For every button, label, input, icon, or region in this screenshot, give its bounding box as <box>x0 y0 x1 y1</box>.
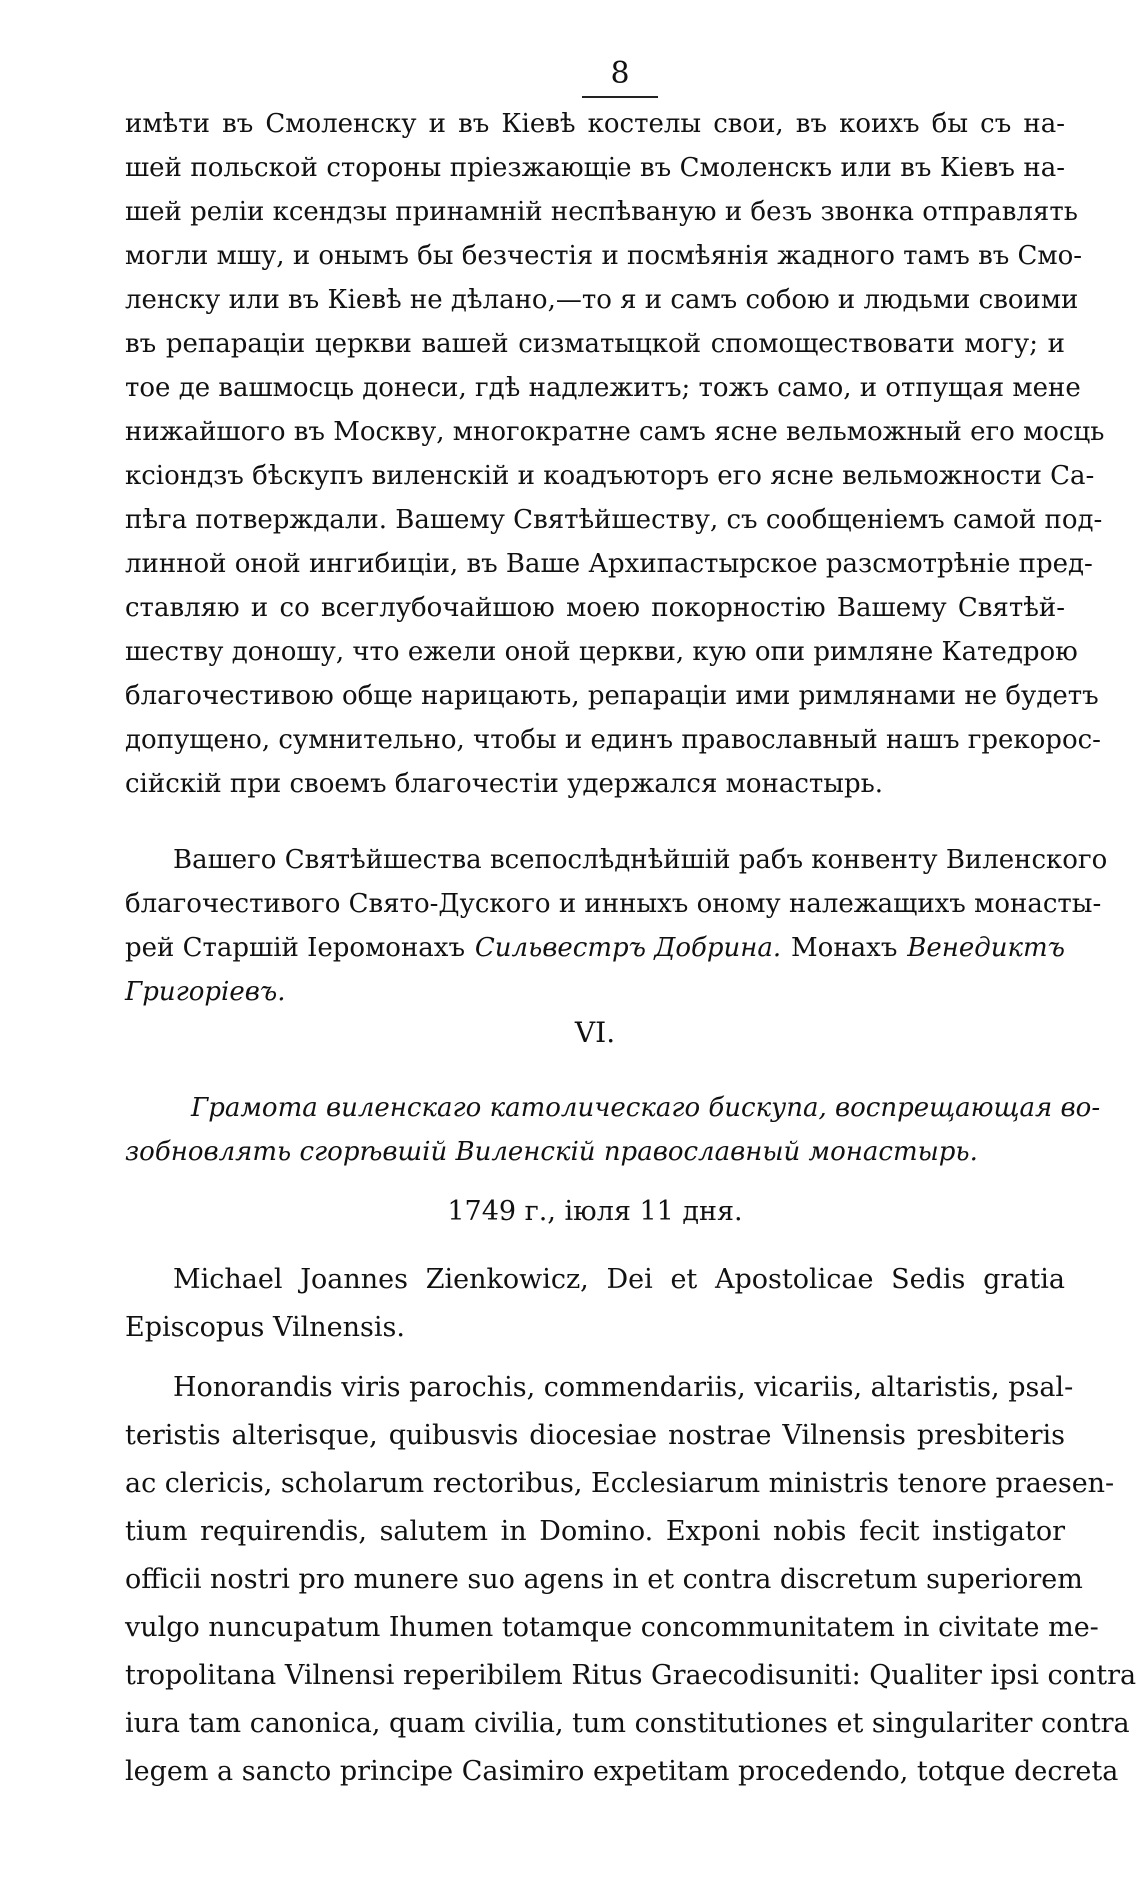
paragraph-line-text: въ репараціи церкви вашей сизматыцкой спомоществовати могу; и <box>125 329 1065 359</box>
signature-prefix: рей Старшій Іеромонахъ <box>125 933 465 963</box>
paragraph-line-text: шей польской стороны пріезжающіе въ Смоленскъ или въ Кіевъ на- <box>125 153 1065 183</box>
latin-body-line-text: tropolitana Vilnensi reperibilem Ritus Graecodisuniti: Qualiter ipsi contra <box>125 1660 1137 1691</box>
latin-body-line-text: teristis alterisque, quibusvis diocesiae nostrae Vilnensis presbiteris <box>125 1420 1065 1451</box>
latin-body-line-text: iura tam canonica, quam civilia, tum constitutiones et singulariter contra <box>125 1708 1130 1739</box>
paragraph-line-text: ксіондзъ бѣскупъ виленскій и коадъюторъ его ясне вельможности Са- <box>125 461 1095 491</box>
latin-header-line-text: Episcopus Vilnensis. <box>125 1312 405 1343</box>
paragraph-continuation <box>125 102 1105 806</box>
latin-body-line <box>125 1748 1119 1796</box>
section-numeral: VI. <box>574 1016 616 1049</box>
paragraph-line-text: могли мшу, и онымъ бы безчестія и посмѣянія жадного тамъ въ Смо- <box>125 241 1083 271</box>
latin-body-line <box>125 1604 1099 1652</box>
paragraph-line <box>125 498 1103 542</box>
latin-header-line <box>125 1304 1065 1352</box>
latin-body <box>125 1364 1137 1796</box>
signature-line-2 <box>125 882 1102 926</box>
signature-line-1 <box>125 838 1108 882</box>
paragraph-line-text: шей реліи ксендзы принамній неспѣваную и безъ звонка отправлять <box>125 197 1078 227</box>
signature-line-3 <box>125 926 1065 970</box>
paragraph-line <box>125 630 1078 674</box>
paragraph-line <box>125 674 1099 718</box>
page-number: 8 <box>610 56 630 91</box>
paragraph-line <box>125 102 1065 146</box>
signature-paragraph <box>125 838 1108 1014</box>
latin-body-line <box>125 1508 1065 1556</box>
title-line-2 <box>125 1130 1065 1174</box>
latin-header-line-text: Michael Joannes Zienkowicz, Dei et Apostolicae Sedis gratia <box>173 1264 1065 1295</box>
paragraph-line <box>125 586 1065 630</box>
latin-body-line <box>125 1460 1115 1508</box>
latin-body-line-text: tium requirendis, salutem in Domino. Exponi nobis fecit instigator <box>125 1516 1065 1547</box>
paragraph-line-text: шеству доношу, что ежели оной церкви, кую опи римляне Катедрою <box>125 637 1078 667</box>
paragraph-line-text: ставляю и со всеглубочайшою моею покорностію Вашему Святѣй- <box>125 593 1065 623</box>
paragraph-line <box>125 718 1101 762</box>
latin-body-line-text: Honorandis viris parochis, commendariis, vicariis, altaristis, psal- <box>173 1372 1074 1403</box>
paragraph-line-text: допущено, сумнительно, чтобы и единъ православный нашъ грекорос- <box>125 725 1101 755</box>
paragraph-line <box>125 762 1065 806</box>
paragraph-line-text: имѣти въ Смоленску и въ Кіевѣ костелы свои, въ коихъ бы съ на- <box>125 109 1065 139</box>
paragraph-line-text: линной оной ингибиціи, въ Ваше Архипастырское разсмотрѣніе пред- <box>125 549 1093 579</box>
document-date: 1749 г., іюля 11 дня. <box>447 1196 743 1227</box>
paragraph-line <box>125 410 1105 454</box>
document-title <box>125 1086 1101 1174</box>
latin-body-line <box>125 1556 1083 1604</box>
title-text-1: Грамота виленскаго католическаго бискупа, воспрещающая во- <box>191 1093 1101 1123</box>
paragraph-line <box>125 278 1079 322</box>
paragraph-line-text: тое де вашмосць донеси, гдѣ надлежитъ; тожъ само, и отпущая мене <box>125 373 1081 403</box>
paragraph-line-text: благочестивою обще нарицають, репараціи ими римлянами не будетъ <box>125 681 1099 711</box>
latin-header-line <box>125 1256 1065 1304</box>
latin-body-line <box>125 1700 1130 1748</box>
latin-body-line <box>125 1652 1137 1700</box>
signer-name-2-second: Григоріевъ. <box>125 977 286 1007</box>
signature-text-2: благочестивого Свято-Дуского и инныхъ оному належащихъ монасты- <box>125 889 1102 919</box>
paragraph-line-text: сійскій при своемъ благочестіи удержался монастырь. <box>125 769 884 799</box>
paragraph-line-text: нижайшого въ Москву, многократне самъ ясне вельможный его мосць <box>125 417 1105 447</box>
title-text-2: зобновлять сгорѣвшій Виленскій православный монастырь. <box>125 1137 978 1167</box>
signature-line-4 <box>125 970 1065 1014</box>
latin-body-line-text: legem a sancto principe Casimiro expetitam procedendo, totque decreta <box>125 1756 1119 1787</box>
page-number-rule <box>582 96 658 98</box>
monk-label: Монахъ <box>791 933 898 963</box>
paragraph-line-text: пѣга потверждали. Вашему Святѣйшеству, съ сообщеніемъ самой под- <box>125 505 1103 535</box>
signature-text-1: Вашего Святѣйшества всепослѣднѣйшій рабъ конвенту Виленского <box>173 845 1108 875</box>
latin-body-line <box>125 1412 1065 1460</box>
latin-body-line-text: ac clericis, scholarum rectoribus, Ecclesiarum ministris tenore praesen- <box>125 1468 1115 1499</box>
latin-body-line-text: officii nostri pro munere suo agens in et contra discretum superiorem <box>125 1564 1083 1595</box>
title-line-1 <box>125 1086 1101 1130</box>
latin-header <box>125 1256 1065 1352</box>
paragraph-line <box>125 366 1081 410</box>
paragraph-line <box>125 542 1093 586</box>
paragraph-line <box>125 190 1078 234</box>
paragraph-line <box>125 322 1065 366</box>
paragraph-line-text: ленску или въ Кіевѣ не дѣлано,—то я и самъ собою и людьми своими <box>125 285 1079 315</box>
signer-name-2-first: Венедиктъ <box>907 933 1065 963</box>
paragraph-line <box>125 234 1083 278</box>
latin-body-line <box>125 1364 1074 1412</box>
paragraph-line <box>125 454 1095 498</box>
signer-name-1: Сильвестръ Добрина. <box>474 933 782 963</box>
paragraph-line <box>125 146 1065 190</box>
latin-body-line-text: vulgo nuncupatum Ihumen totamque concommunitatem in civitate me- <box>125 1612 1099 1643</box>
